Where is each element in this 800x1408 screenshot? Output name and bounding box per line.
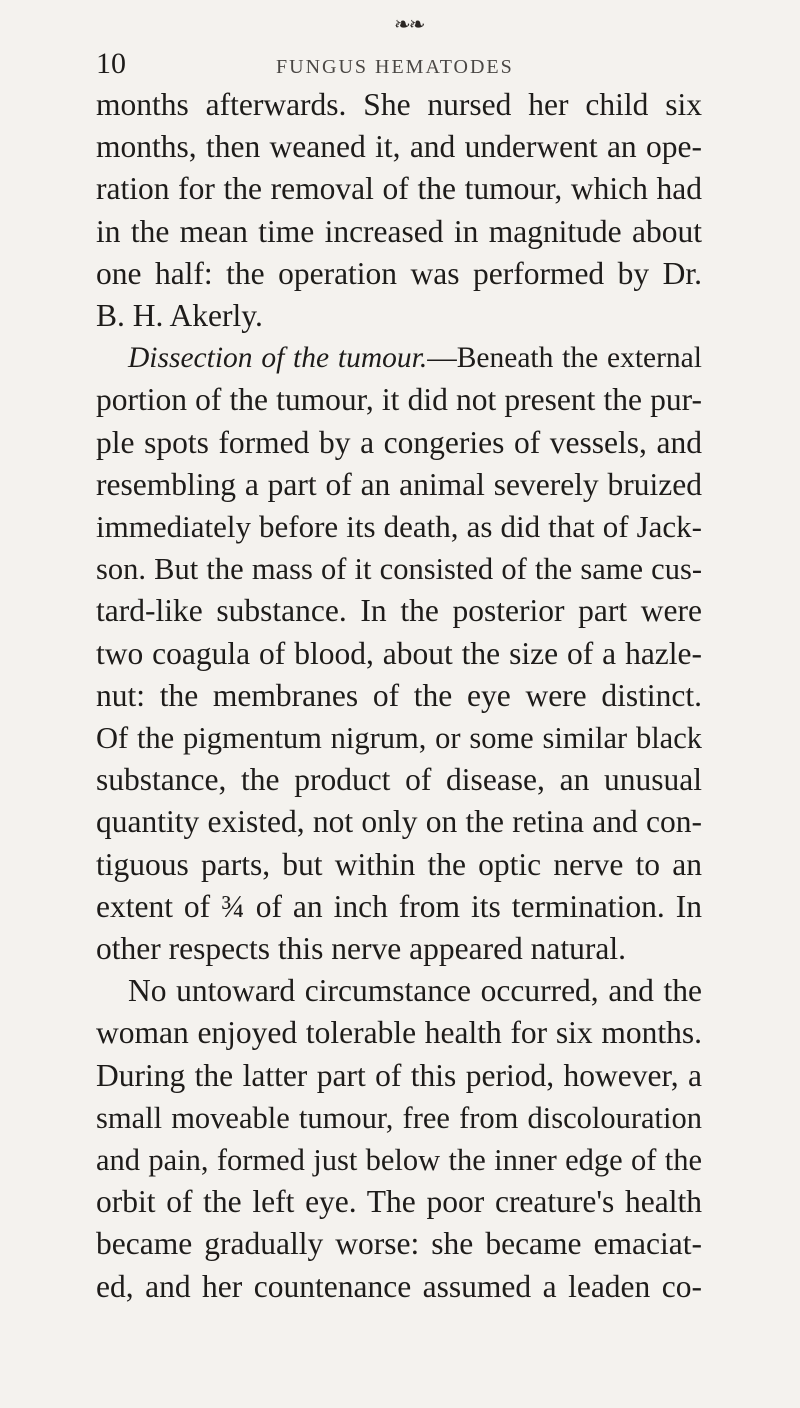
text-line-content: ed, and her countenance assumed a leaden co- (96, 1268, 702, 1304)
text-line (96, 506, 702, 548)
text-line (96, 633, 702, 675)
text-line (96, 844, 702, 886)
text-line (96, 759, 702, 801)
body-text (96, 84, 702, 1308)
header-ornament: ❧❧ (394, 14, 424, 36)
text-line (96, 548, 702, 590)
text-line (96, 928, 702, 970)
text-line (96, 1139, 702, 1181)
text-line-content: nut: the membranes of the eye were distinct. (96, 677, 702, 713)
text-line (96, 464, 702, 506)
text-line-content: portion of the tumour, it did not present the pur- (96, 382, 702, 418)
text-line (96, 211, 702, 253)
text-line-content: other respects this nerve appeared natural. (96, 931, 627, 967)
text-line-content: resembling a part of an animal severely bruized (96, 466, 702, 502)
text-line-content: extent of ¾ of an inch from its termination. In (96, 888, 702, 924)
text-line-content: woman enjoyed tolerable health for six months. (96, 1015, 702, 1051)
text-line-content: tiguous parts, but within the optic nerve to an (96, 846, 702, 882)
text-line (96, 675, 702, 717)
text-line (96, 1181, 702, 1223)
text-line-content: substance, the product of disease, an unusual (96, 762, 702, 798)
text-line (96, 1012, 702, 1054)
text-line (96, 84, 702, 126)
text-line-content: Of the pigmentum nigrum, or some similar black (96, 721, 702, 756)
text-line (96, 1223, 702, 1265)
text-line-content: ple spots formed by a congeries of vessels, and (96, 424, 702, 460)
text-line-content: and pain, formed just below the inner edge of the (96, 1143, 702, 1178)
text-line (96, 379, 702, 421)
text-line (96, 1097, 702, 1139)
text-line-content: orbit of the left eye. The poor creature's health (96, 1184, 702, 1220)
text-line-content: ration for the removal of the tumour, which had (96, 171, 702, 207)
text-line-content: one half: the operation was performed by Dr. (96, 255, 702, 291)
text-line (96, 422, 702, 464)
text-line-content: son. But the mass of it consisted of the same cus- (96, 552, 702, 587)
text-line (96, 1055, 702, 1097)
text-line-content: months afterwards. She nursed her child six (96, 87, 702, 122)
running-head: FUNGUS HEMATODES (276, 56, 514, 78)
text-line (96, 801, 702, 843)
text-line-content: in the mean time increased in magnitude about (96, 213, 702, 249)
text-line (96, 295, 702, 337)
text-line-content: small moveable tumour, free from discolouration (96, 1100, 702, 1135)
text-line (96, 253, 702, 295)
text-line-content: immediately before its death, as did that of Jack- (96, 509, 702, 545)
text-line (96, 126, 702, 168)
text-line-content: quantity existed, not only on the retina and con- (96, 804, 702, 840)
page-header (96, 44, 696, 84)
text-line (96, 337, 702, 379)
text-line (96, 970, 702, 1012)
text-line-content: months, then weaned it, and underwent an ope- (96, 129, 702, 165)
page-number: 10 (96, 47, 126, 80)
text-line (96, 1266, 702, 1308)
text-line (96, 590, 702, 632)
text-line-content: No untoward circumstance occurred, and the (128, 973, 702, 1009)
text-line-content: B. H. Akerly. (96, 298, 263, 334)
text-line-content: —Beneath the external (427, 342, 702, 375)
text-line-content: During the latter part of this period, however, a (96, 1057, 702, 1093)
text-line-content: two coagula of blood, about the size of a hazle- (96, 635, 702, 671)
text-line-content: tard-like substance. In the posterior part were (96, 593, 702, 629)
text-line (96, 168, 702, 210)
text-line-content: became gradually worse: she became emaciat- (96, 1226, 702, 1262)
text-line (96, 717, 702, 759)
text-line (96, 886, 702, 928)
section-heading: Dissection of the tumour. (128, 342, 428, 375)
